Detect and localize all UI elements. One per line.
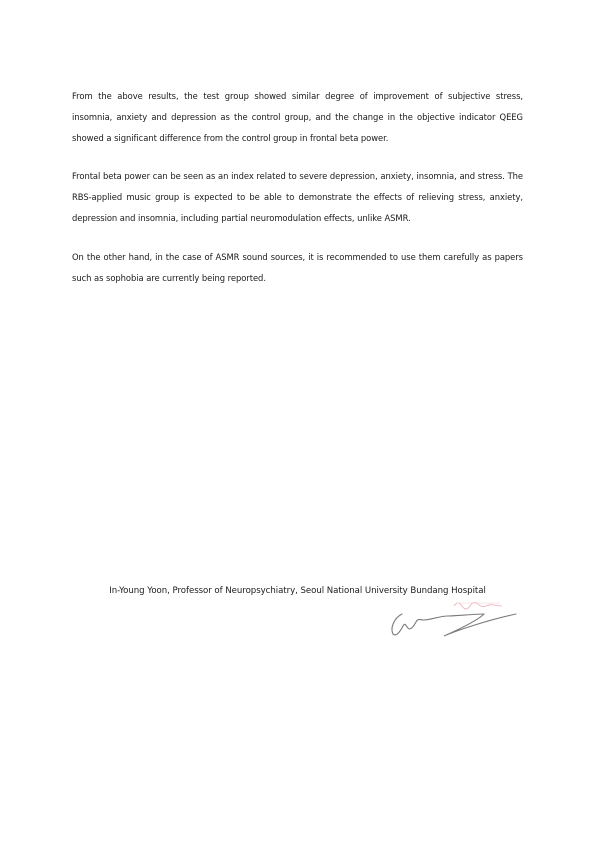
paragraph-results: From the above results, the test group showed similar degree of improvement of subjective stress, insomnia, anxiety and depression as the control group, and the change in the objective indicator QEEG showed a significant difference from the control group in frontal beta power. — [72, 91, 523, 143]
document-body — [72, 86, 523, 306]
handwritten-signature — [388, 604, 520, 640]
signatory-line: In-Young Yoon, Professor of Neuropsychiatry, Seoul National University Bundang Hospital — [109, 586, 486, 596]
paragraph-asmr-caution: On the other hand, in the case of ASMR sound sources, it is recommended to use them carefully as papers such as sophobia are currently being reported. — [72, 251, 523, 283]
paragraph-frontal-beta: Frontal beta power can be seen as an index related to severe depression, anxiety, insomnia, and stress. The RBS-applied music group is expected to be able to demonstrate the effects of relieving stress, anxiety, depression and insomnia, including partial neuromodulation effects, unlike ASMR. — [72, 171, 523, 223]
